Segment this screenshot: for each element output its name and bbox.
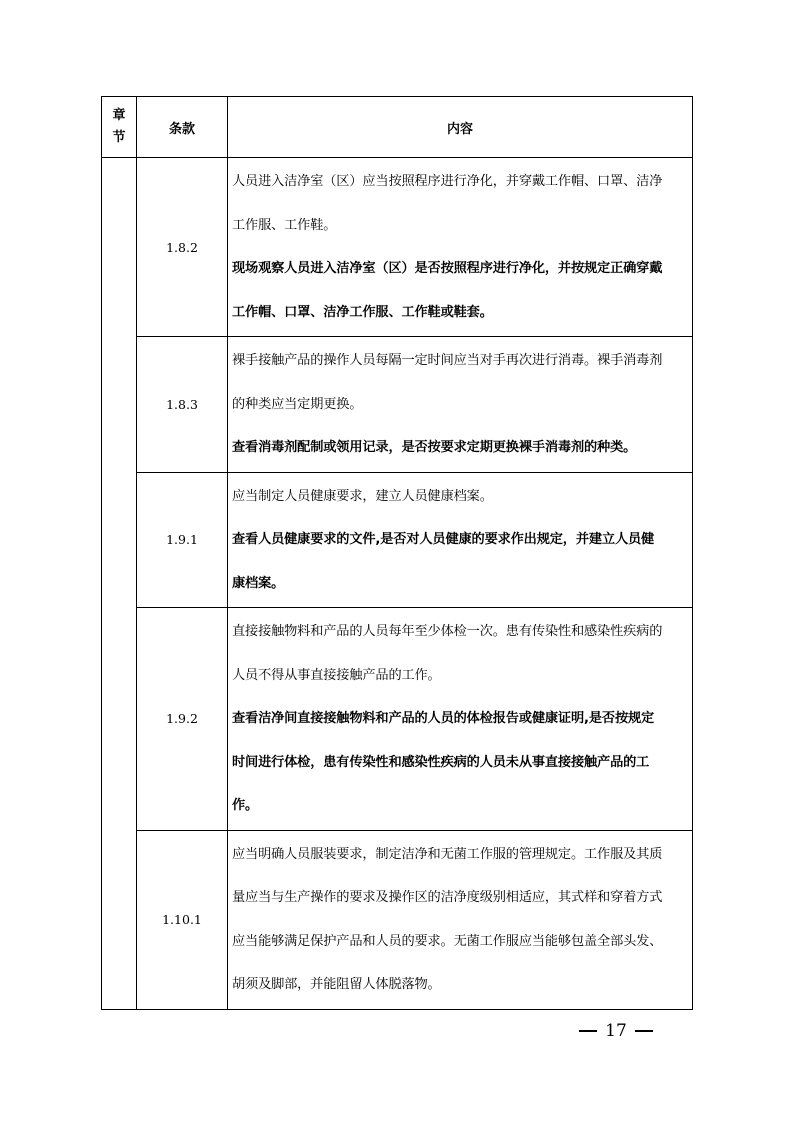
chapter-header-line-2: 节 — [112, 130, 126, 145]
chapter-header-line-1: 章 — [112, 108, 126, 123]
table-row — [102, 158, 693, 337]
clause-number: 1.8.2 — [137, 158, 228, 337]
check-method-line: 工作帽、口罩、洁净工作服、工作鞋或鞋套。 — [232, 304, 493, 320]
content-cell — [228, 472, 693, 608]
table-header-row — [102, 97, 693, 158]
requirement-line: 胡须及脚部，并能阻留人体脱落物。 — [232, 977, 441, 992]
check-method-line: 现场观察人员进入洁净室（区）是否按照程序进行净化，并按规定正确穿戴 — [232, 261, 663, 276]
table-row — [102, 337, 693, 473]
check-method-line: 作。 — [232, 798, 259, 813]
clause-number: 1.8.3 — [137, 337, 228, 473]
requirement-line: 的种类应当定期更换。 — [232, 396, 363, 412]
check-method-line: 查看人员健康要求的文件,是否对人员健康的要求作出规定，并建立人员健 — [232, 532, 655, 547]
requirement-line: 人员进入洁净室（区）应当按照程序进行净化，并穿戴工作帽、口罩、洁净 — [232, 174, 663, 189]
requirement-line: 应当制定人员健康要求，建立人员健康档案。 — [232, 488, 493, 504]
check-method-line: 查看洁净间直接接触物料和产品的人员的体检报告或健康证明,是否按规定 — [232, 711, 655, 726]
table-row — [102, 830, 693, 1009]
clause-number: 1.9.2 — [137, 608, 228, 831]
content-column-header: 内容 — [228, 97, 693, 158]
table-row — [102, 472, 693, 608]
requirement-line: 直接接触物料和产品的人员每年至少体检一次。患有传染性和感染性疾病的 — [232, 624, 663, 639]
check-method-line: 康档案。 — [232, 575, 285, 591]
clause-number: 1.9.1 — [137, 472, 228, 608]
content-cell — [228, 830, 693, 1009]
requirement-line: 量应当与生产操作的要求及操作区的洁净度级别相适应，其式样和穿着方式 — [232, 890, 663, 905]
clause-number: 1.10.1 — [137, 830, 228, 1009]
table-row — [102, 608, 693, 831]
content-cell — [228, 158, 693, 337]
requirement-line: 工作服、工作鞋。 — [232, 217, 337, 233]
chapter-cell — [102, 158, 137, 1010]
requirement-line: 裸手接触产品的操作人员每隔一定时间应当对手再次进行消毒。裸手消毒剂 — [232, 353, 663, 368]
check-method-line: 查看消毒剂配制或领用记录，是否按要求定期更换裸手消毒剂的种类。 — [232, 440, 637, 455]
requirement-line: 应当能够满足保护产品和人员的要求。无菌工作服应当能够包盖全部头发、 — [232, 933, 663, 949]
content-cell — [228, 337, 693, 473]
left-dash — [579, 1030, 597, 1032]
clause-column-header: 条款 — [137, 97, 228, 158]
regulation-table — [101, 96, 693, 1010]
page-footer — [571, 1018, 661, 1044]
page-number: 17 — [605, 1021, 627, 1041]
chapter-column-header — [102, 97, 137, 158]
requirement-line: 人员不得从事直接接触产品的工作。 — [232, 667, 441, 683]
right-dash — [635, 1030, 653, 1032]
requirement-line: 应当明确人员服装要求，制定洁净和无菌工作服的管理规定。工作服及其质 — [232, 846, 663, 862]
content-cell — [228, 608, 693, 831]
check-method-line: 时间进行体检，患有传染性和感染性疾病的人员未从事直接接触产品的工 — [232, 754, 650, 770]
